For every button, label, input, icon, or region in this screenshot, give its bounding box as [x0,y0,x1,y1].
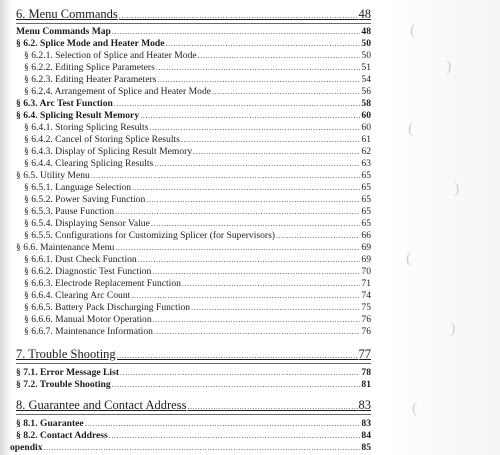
toc-entry-title: § 6.4.2. Cancel of Storing Splice Results [24,134,180,145]
toc-entry-page: 56 [361,86,371,97]
bleed-through-mark: ( [412,400,418,417]
toc-entry[interactable] [24,278,371,290]
dot-leader [112,26,361,38]
dot-leader [115,206,360,218]
toc-entry[interactable] [24,206,371,218]
toc-entry-page: 83 [358,398,371,412]
toc-entry-page: 61 [361,134,371,145]
toc-entry[interactable] [24,290,371,302]
toc-entry-page: 69 [361,254,371,265]
toc-entry[interactable] [16,379,371,391]
toc-entry[interactable] [24,326,371,338]
dot-leader [212,86,360,98]
dot-leader [152,266,360,278]
toc-entry-page: 85 [361,442,371,453]
dot-leader [149,122,360,134]
toc-entry-page: 48 [361,26,371,37]
toc-entry[interactable] [24,254,371,266]
dot-leader [153,314,361,326]
dot-leader [166,38,361,50]
toc-entry-page: 74 [361,290,371,301]
toc-entry[interactable] [24,194,371,206]
toc-entry-title: § 6.6.6. Manual Motor Operation [24,314,152,325]
toc-entry-title: § 6.6.7. Maintenance Information [24,326,153,337]
toc-entry-page: 84 [361,430,371,441]
toc-entry[interactable] [24,302,371,314]
toc-entry-page: 69 [361,242,371,253]
dot-leader [115,242,360,254]
dot-leader [132,182,360,194]
toc-entry[interactable] [16,98,371,110]
toc-entry-title: 6. Menu Commands [16,7,118,21]
dot-leader [193,146,360,158]
toc-entry-title: § 6.2.3. Editing Heater Parameters [24,74,157,85]
toc-entry-page: 65 [361,182,371,193]
toc-entry-title: § 6.4.4. Clearing Splicing Results [24,158,154,169]
dot-leader [140,110,360,122]
toc-entry[interactable] [24,50,371,62]
dot-leader [198,50,361,62]
toc-entry-page: 50 [361,38,371,49]
toc-entry-page: 76 [361,326,371,337]
dot-leader [91,170,361,182]
dot-leader [276,230,360,242]
chapter-rule [16,363,371,364]
toc-entry[interactable] [24,158,371,170]
toc-entry-page: 65 [361,194,371,205]
dot-leader [131,290,360,302]
dot-leader [120,367,360,379]
toc-entry-title: § 6.2. Splice Mode and Heater Mode [16,38,165,49]
page-left-shadow [0,0,12,455]
toc-entry-title: § 6.5.5. Configurations for Customizing Splicer (for Supervisors) [24,230,276,241]
toc-entry-title: § 7.2. Trouble Shooting [16,379,111,390]
bleed-through-mark: ( [410,22,416,39]
toc-entry-page: 54 [361,74,371,85]
dot-leader [146,194,360,206]
bleed-through-mark: ( [406,250,412,267]
toc-entry-title: § 6.6.4. Clearing Arc Count [24,290,131,301]
dot-leader [151,218,361,230]
toc-entry-title: § 8.2. Contact Address [16,430,108,441]
toc-entry-title: § 6.2.2. Editing Splice Parameters [24,62,155,73]
toc-entry-title: § 6.5.4. Displaying Sensor Value [24,218,150,229]
toc-entry-title: Menu Commands Map [16,26,111,37]
chapter-rule [16,414,371,415]
toc-entry-appendix[interactable] [10,442,371,454]
toc-entry[interactable] [24,314,371,326]
dot-leader [154,326,360,338]
dot-leader [182,278,360,290]
dot-leader [44,442,361,454]
toc-entry-page: 78 [361,367,371,378]
toc-entry[interactable] [24,122,371,134]
toc-entry-title: § 6.6.5. Battery Pack Discharging Function [24,302,191,313]
toc-entry[interactable] [16,110,371,122]
toc-entry-title: § 6.4. Splicing Result Memory [16,110,140,121]
toc-entry-page: 63 [361,158,371,169]
toc-entry-page: 77 [358,347,371,361]
dot-leader [187,399,357,414]
toc-entry[interactable] [16,38,371,50]
toc-entry-title: § 6.2.1. Selection of Splice and Heater Mode [24,50,197,61]
toc-entry-title: § 6.3. Arc Test Function [16,98,113,109]
toc-entry[interactable] [16,26,371,38]
dot-leader [119,8,358,23]
toc-entry-title: opendix [10,442,43,453]
toc-entry-title: § 6.5.3. Pause Function [24,206,115,217]
dot-leader [112,379,361,391]
toc-entry-page: 66 [361,230,371,241]
toc-entry-title: § 6.6.2. Diagnostic Test Function [24,266,152,277]
toc-entry[interactable] [16,170,371,182]
toc-entry[interactable] [24,182,371,194]
toc-entry[interactable] [24,146,371,158]
dot-leader [181,134,361,146]
toc-entry-title: § 8.1. Guarantee [16,418,84,429]
dot-leader [156,62,361,74]
toc-entry[interactable] [24,86,371,98]
toc-entry-title: § 6.5.1. Language Selection [24,182,132,193]
toc-entry-title: § 6.6. Maintenance Menu [16,242,115,253]
toc-entry-page: 62 [361,146,371,157]
bleed-through-mark: ( [408,120,414,137]
toc-entry-page: 48 [358,7,371,21]
toc-entry-page: 60 [361,122,371,133]
dot-leader [85,418,361,430]
toc-entry-title: § 6.6.1. Dust Check Function [24,254,137,265]
toc-entry-title: 8. Guarantee and Contact Address [16,398,187,412]
bleed-through-mark: ) [450,320,456,337]
toc-entry-title: § 6.2.4. Arrangement of Splice and Heater Mode [24,86,212,97]
dot-leader [154,158,360,170]
toc-entry-title: § 6.4.1. Storing Splicing Results [24,122,149,133]
toc-entry-title: § 6.4.3. Display of Splicing Result Memory [24,146,193,157]
toc-entry-page: 70 [361,266,371,277]
toc-entry-page: 75 [361,302,371,313]
toc-entry-page: 65 [361,218,371,229]
dot-leader [109,430,361,442]
toc-entry-title: § 6.6.3. Electrode Replacement Function [24,278,181,289]
toc-entry-title: 7. Trouble Shooting [16,347,116,361]
toc-entry-page: 71 [361,278,371,289]
toc-entry-title: § 7.1. Error Message List [16,367,120,378]
toc-entry[interactable] [16,367,371,379]
toc-entry-page: 83 [361,418,371,429]
toc-entry-title: § 6.5. Utility Menu [16,170,90,181]
dot-leader [138,254,361,266]
toc-entry-page: 50 [361,50,371,61]
toc-entry[interactable] [24,266,371,278]
toc-entry-page: 60 [361,110,371,121]
dot-leader [114,98,361,110]
dot-leader [157,74,360,86]
page-right-bleed [384,0,500,455]
bleed-through-mark: ) [446,58,452,75]
toc-entry[interactable] [24,218,371,230]
toc-entry-page: 65 [361,170,371,181]
toc-entry-page: 65 [361,206,371,217]
toc-entry-page: 58 [361,98,371,109]
toc-entry[interactable] [16,242,371,254]
toc-entry-page: 76 [361,314,371,325]
toc-entry[interactable] [24,230,371,242]
chapter-rule [16,23,371,24]
toc-entry-page: 51 [361,62,371,73]
toc-entry[interactable] [24,74,371,86]
dot-leader [191,302,360,314]
toc-entry[interactable] [16,430,371,442]
toc-chapter-7[interactable] [16,347,371,362]
toc-entry[interactable] [24,134,371,146]
toc-entry-page: 81 [361,379,371,390]
toc-entry-title: § 6.5.2. Power Saving Function [24,194,146,205]
toc-entry[interactable] [16,418,371,430]
toc-chapter-6[interactable] [16,7,371,22]
bleed-through-mark: ) [454,180,460,197]
dot-leader [117,348,358,363]
toc-chapter-8[interactable] [16,398,371,413]
toc-entry[interactable] [24,62,371,74]
